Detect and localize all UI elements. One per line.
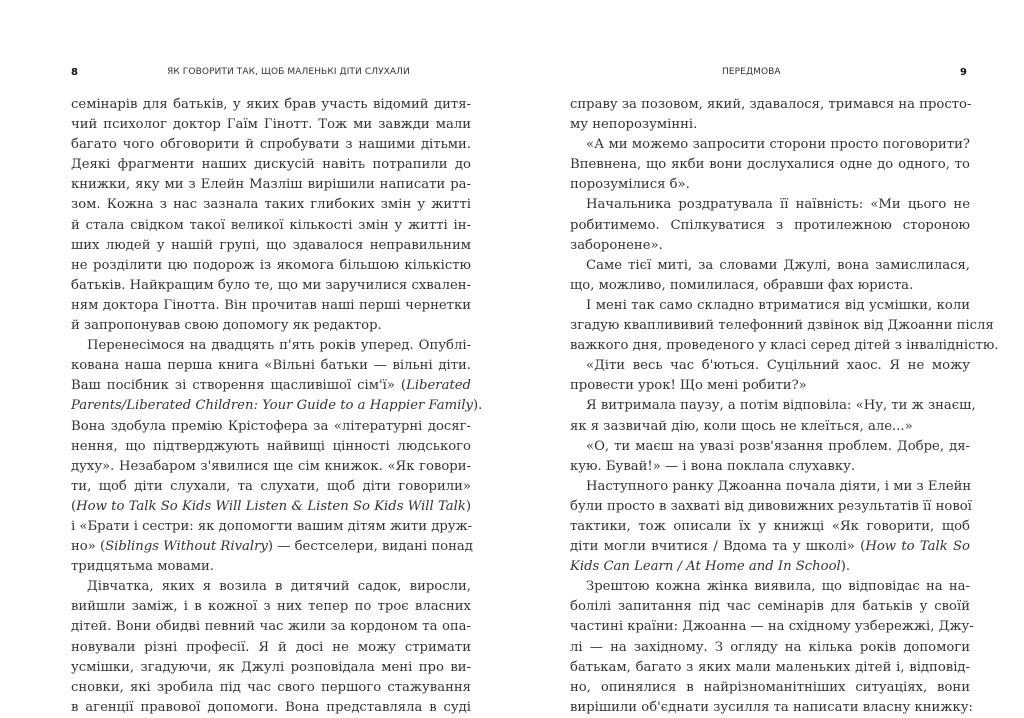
text-line: (How to Talk So Kids Will Listen & Listen So Kids Will Talk) xyxy=(71,498,471,514)
page-number: 8 xyxy=(71,67,79,78)
text-line: провести урок! Що мені робити?» xyxy=(570,378,807,394)
text-line: Дівчатка, яких я возила в дитячий садок, виросли, xyxy=(87,579,471,595)
text-line: Наступного ранку Джоанна почала діяти, і ми з Елейн xyxy=(586,478,972,494)
book-title-italic: Parents/Liberated Children: Your Guide to a Happier Family xyxy=(71,398,474,414)
text-line: Деякі фрагменти наших дискусій навіть потрапили до xyxy=(71,157,471,173)
text-line: «О, ти маєш на увазі розв'язання проблем. Добре, дя- xyxy=(586,438,970,454)
text-line: тактики, тож описали їх у книжці «Як говорити, щоб xyxy=(570,518,970,534)
text-line: й запропонував свою допомогу як редактор. xyxy=(71,318,382,334)
text-line: діти могли вчитися / Вдома та у школі» (How to Talk So xyxy=(570,539,970,555)
text-line: заборонене». xyxy=(570,237,663,253)
running-head-right xyxy=(570,67,970,81)
text-line: важкого дня, проведеного у класі серед дітей з інвалідністю. xyxy=(570,338,999,354)
text-line: робитимемо. Спілкуватися з протилежною стороною xyxy=(570,217,970,233)
text-line: ти, щоб діти слухали, та слухати, щоб діти говорили» xyxy=(71,478,471,494)
text-line: тридцятьма мовами. xyxy=(71,559,214,575)
text-line: кована наша перша книга «Вільні батьки — вільні діти. xyxy=(71,358,471,374)
text-line: в агенції правової допомоги. Вона представляла в суді xyxy=(71,699,471,715)
text-line: порозумілися б». xyxy=(570,177,690,193)
text-line: як я зазвичай дію, коли щось не клеїться, але...» xyxy=(570,418,913,434)
text-line: Ваш посібник зі створення щасливішої сім'ї» (Liberated xyxy=(71,378,471,394)
text-line: зом. Кожна з нас зазнала таких глибоких змін у житті xyxy=(71,197,471,213)
page-number: 9 xyxy=(959,67,967,78)
text-line: нення, що підтверджують найвищі цінності людського xyxy=(71,438,471,454)
text-line: сновки, які зробила під час свого першого стажування xyxy=(71,679,471,695)
text-line: му непорозумінні. xyxy=(570,117,698,133)
text-line: вийшли заміж, і в кожної з них тепер по троє власних xyxy=(71,599,471,615)
text-line: семінарів для батьків, у яких брав участь відомий дитя- xyxy=(71,97,471,112)
text-line: «А ми можемо запросити сторони просто поговорити? xyxy=(586,137,970,153)
text-line: духу». Незабаром з'явилися ще сім книжок. «Як говори- xyxy=(71,458,471,474)
running-head-left xyxy=(71,67,471,81)
text-line: були просто в захваті від дивовижних результатів її нової xyxy=(570,498,972,514)
text-line: Зрештою кожна жінка виявила, що відповідає на на- xyxy=(586,579,970,595)
text-line: Вона здобула премію Крістофера за «літературні досяг- xyxy=(71,418,471,434)
text-line: ших людей у нашій групі, що здавалося неправильним xyxy=(71,237,471,253)
text-line: Впевнена, що якби вони дослухалися одне до одного, то xyxy=(570,157,970,173)
text-line: Перенесімося на двадцять п'ять років уперед. Опублі- xyxy=(87,338,471,354)
text-line: но» (Siblings Without Rivalry) — бестселери, видані понад xyxy=(71,539,473,555)
right-page-body-text xyxy=(570,95,999,718)
text-line: не розділити цю подорож із якомога більшою кількістю xyxy=(71,257,471,273)
text-line: книжки, яку ми з Елейн Мазліш вирішили написати ра- xyxy=(71,177,471,193)
book-title-italic: Liberated xyxy=(406,378,471,394)
left-page-body-text xyxy=(71,95,483,718)
text-line: Parents/Liberated Children: Your Guide to a Happier Family). xyxy=(71,398,483,414)
text-line: Я витримала паузу, а потім відповіла: «Ну, ти ж знаєш, xyxy=(586,398,976,414)
text-line: справу за позовом, який, здавалося, тримався на просто- xyxy=(570,97,972,112)
book-title-italic: How to Talk So Kids Will Listen & Listen So Kids Will Talk xyxy=(76,498,466,514)
book-title-header: ЯК ГОВОРИТИ ТАК, ЩОБ МАЛЕНЬКІ ДІТИ СЛУХАЛИ xyxy=(167,67,410,77)
text-line: усмішки, згадуючи, як Джулі розповідала мені про ви- xyxy=(71,659,471,675)
text-line: Kids Can Learn / At Home and In School). xyxy=(570,559,851,575)
text-line: що, можливо, помилилася, обравши фах юриста. xyxy=(570,277,914,293)
text-line: батьків. Найкращим було те, що ми заручилися схвален- xyxy=(71,277,471,293)
text-line: й стала свідком такої великої кількості змін у житті ін- xyxy=(71,217,471,233)
text-line: новували різні професії. Я й досі не можу стримати xyxy=(71,639,471,655)
text-line: болілі запитання під час семінарів для батьків у своїй xyxy=(570,599,970,615)
text-line: ням доктора Гінотта. Він прочитав наші перші чернетки xyxy=(71,297,471,313)
text-line: чий психолог доктор Гаїм Гінотт. Тож ми завжди мали xyxy=(71,117,471,133)
book-title-italic: Siblings Without Rivalry xyxy=(105,539,268,555)
book-title-italic: How to Talk So xyxy=(865,539,970,555)
text-line: «Діти весь час б'ються. Суцільний хаос. Я не можу xyxy=(586,358,970,374)
text-line: Саме тієї миті, за словами Джулі, вона замислилася, xyxy=(586,257,970,273)
text-line: частині країни: Джоанна — на східному узбережжі, Джу- xyxy=(570,619,974,635)
text-line: І мені так само складно втриматися від усмішки, коли xyxy=(586,297,970,313)
text-line: но, опинялися в найрізноманітніших ситуаціях, вони xyxy=(570,679,970,695)
text-line: кую. Бувай!» — і вона поклала слухавку. xyxy=(570,458,856,474)
text-line: і «Брати і сестри: як допомогти вашим дітям жити друж- xyxy=(71,518,473,534)
text-line: вирішили об'єднати зусилля та написати власну книжку: xyxy=(570,699,973,715)
chapter-title-header: ПЕРЕДМОВА xyxy=(722,67,781,77)
text-line: Начальника роздратувала її наївність: «Ми цього не xyxy=(586,197,970,213)
text-line: багато чого обговорити й спробувати з нашими дітьми. xyxy=(71,137,471,153)
text-line: дітей. Вони обидві певний час жили за кордоном та опа- xyxy=(71,619,471,635)
text-line: батькам, багато з яких мали маленьких дітей і, відповід- xyxy=(570,659,970,675)
book-title-italic: Kids Can Learn / At Home and In School xyxy=(570,559,841,575)
text-line: згадую кваплививий телефонний дзвінок від Джоанни після xyxy=(570,318,994,334)
text-line: лі — на західному. З огляду на кілька років допомоги xyxy=(570,639,970,655)
